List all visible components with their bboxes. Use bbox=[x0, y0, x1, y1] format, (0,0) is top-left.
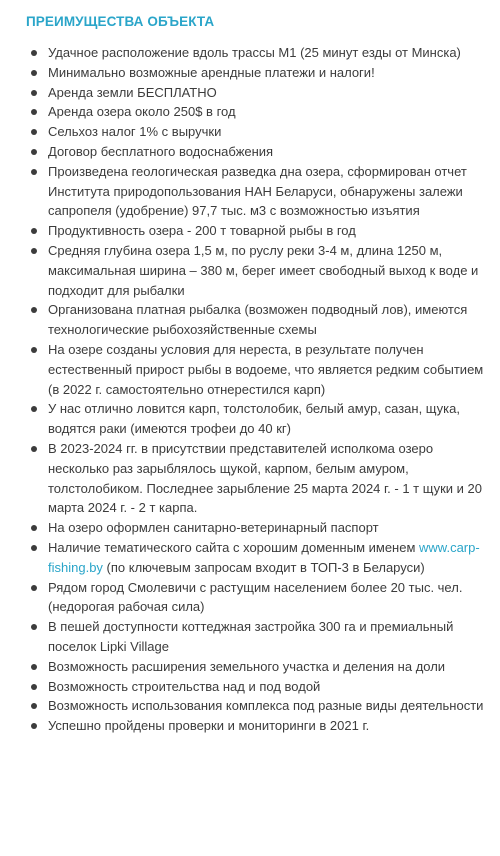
list-item bbox=[26, 63, 484, 83]
list-item-text: Удачное расположение вдоль трассы М1 (25 минут езды от Минска) bbox=[48, 45, 461, 60]
bullet-icon bbox=[31, 50, 37, 56]
list-item bbox=[26, 142, 484, 162]
list-item bbox=[26, 122, 484, 142]
list-item-text: Возможность строительства над и под водой bbox=[48, 678, 321, 694]
list-item-text: Произведена геологическая разведка дна озера, сформирован отчет Института природопользования НАН Беларуси, обнаружены залежи сапропеля (удобрение) 97,7 тыс. м3 с возможностью изъятия bbox=[48, 163, 467, 219]
list-item bbox=[26, 43, 484, 63]
section-heading: ПРЕИМУЩЕСТВА ОБЪЕКТА bbox=[26, 14, 215, 29]
list-item-text: Возможность расширения земельного участка и деления на доли bbox=[48, 658, 446, 674]
list-item bbox=[26, 439, 484, 518]
list-item bbox=[26, 677, 484, 697]
list-item bbox=[26, 102, 484, 122]
list-item bbox=[26, 83, 484, 103]
list-item-text: Организована платная рыбалка (возможен подводный лов), имеются технологические рыбохозяйственные схемы bbox=[48, 302, 468, 338]
list-item bbox=[26, 241, 484, 300]
list-item-text: В 2023-2024 гг. в присутствии представителей исполкома озеро несколько раз зарыблялось щукой, карпом, белым амуром, толстолобиком. Последнее зарыбление 25 марта 2024 г. - 1 т щуки и 20 марта 2024 г. - 2 т карпа. bbox=[48, 440, 482, 516]
bullet-icon bbox=[31, 664, 37, 670]
list-item bbox=[26, 221, 484, 241]
bullet-icon bbox=[31, 406, 37, 412]
bullet-icon bbox=[31, 109, 37, 115]
list-item-text: Договор бесплатного водоснабжения bbox=[48, 143, 274, 159]
list-item bbox=[26, 657, 484, 677]
list-item bbox=[26, 162, 484, 221]
bullet-icon bbox=[31, 228, 37, 234]
bullet-icon bbox=[31, 169, 37, 175]
list-item-text: Аренда озера около 250$ в год bbox=[48, 104, 236, 120]
list-item-text: Рядом город Смолевичи с растущим населением более 20 тыс. чел. (недорогая рабочая сила) bbox=[48, 579, 463, 615]
list-item bbox=[26, 300, 484, 340]
list-item-text: На озеро оформлен санитарно-ветеринарный паспорт bbox=[48, 520, 379, 536]
list-item bbox=[26, 696, 484, 716]
list-item-text: Продуктивность озера - 200 т товарной рыбы в год bbox=[48, 223, 356, 239]
list-item bbox=[26, 399, 484, 439]
list-item-text: Аренда земли БЕСПЛАТНО bbox=[48, 84, 217, 100]
bullet-icon bbox=[31, 545, 37, 551]
list-item-text: Возможность использования комплекса под разные виды деятельности bbox=[48, 698, 484, 714]
list-item-text: На озере созданы условия для нереста, в результате получен естественный прирост рыбы в водоеме, что является редким событием (в 2022 г. самостоятельно отнерестился карп) bbox=[48, 341, 484, 397]
list-item-text: В пешей доступности коттеджная застройка 300 га и премиальный поселок Lipki Village bbox=[48, 619, 454, 654]
list-item bbox=[26, 538, 484, 578]
bullet-icon bbox=[31, 347, 37, 353]
list-item-text: (по ключевым запросам входит в ТОП-3 в Беларуси) bbox=[102, 559, 425, 575]
website-link[interactable]: www.carp-fishing.by bbox=[48, 539, 480, 575]
bullet-icon bbox=[31, 248, 37, 254]
list-item-text: Наличие тематического сайта с хорошим доменным именем bbox=[48, 539, 420, 555]
bullet-icon bbox=[31, 307, 37, 313]
bullet-icon bbox=[31, 129, 37, 135]
list-item bbox=[26, 518, 484, 538]
list-item-text: Сельхоз налог 1% с выручки bbox=[48, 124, 222, 140]
advantages-list bbox=[26, 43, 484, 736]
bullet-icon bbox=[31, 90, 37, 96]
list-item-text: Успешно пройдены проверки и мониторинги в 2021 г. bbox=[48, 718, 370, 734]
bullet-icon bbox=[31, 70, 37, 76]
bullet-icon bbox=[31, 684, 37, 690]
bullet-icon bbox=[31, 525, 37, 531]
bullet-icon bbox=[31, 624, 37, 630]
bullet-icon bbox=[31, 703, 37, 709]
list-item bbox=[26, 716, 484, 736]
list-item-text: Минимально возможные арендные платежи и налоги! bbox=[48, 64, 375, 80]
bullet-icon bbox=[31, 446, 37, 452]
list-item bbox=[26, 617, 484, 657]
bullet-icon bbox=[31, 585, 37, 591]
list-item bbox=[26, 578, 484, 618]
bullet-icon bbox=[31, 723, 37, 729]
list-item-text: У нас отлично ловится карп, толстолобик, белый амур, сазан, щука, водятся раки (имеются трофеи до 40 кг) bbox=[48, 401, 460, 437]
bullet-icon bbox=[31, 149, 37, 155]
list-item-text: Средняя глубина озера 1,5 м, по руслу реки 3-4 м, длина 1250 м, максимальная ширина – 380 м, берег имеет свободный выход к воде и подходит для рыбалки bbox=[48, 242, 479, 298]
list-item bbox=[26, 340, 484, 399]
